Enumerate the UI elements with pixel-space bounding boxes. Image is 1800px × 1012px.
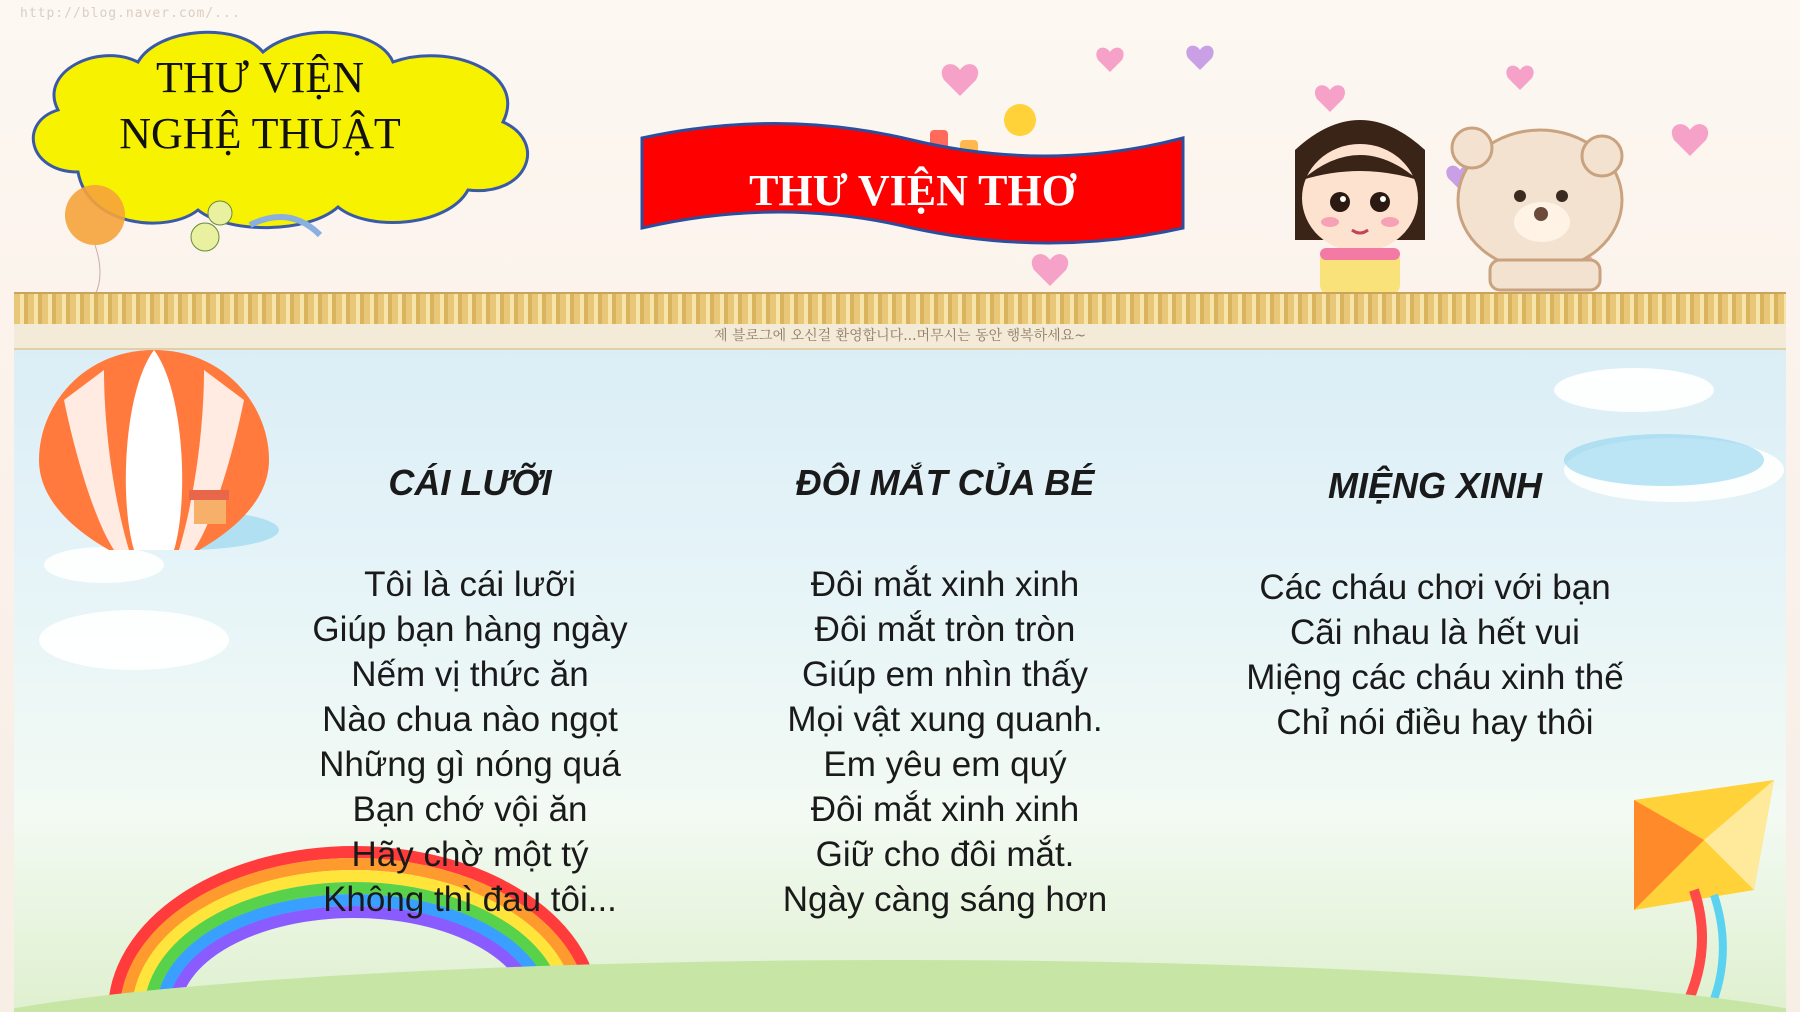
badge-line-2: NGHỆ THUẬT <box>119 109 401 158</box>
kite <box>1634 780 1774 1012</box>
poem-line: Ngày càng sáng hơn <box>782 880 1108 919</box>
poem-lines <box>260 562 680 922</box>
poem-line: Giúp bạn hàng ngày <box>312 610 628 649</box>
url-watermark: http://blog.naver.com/... <box>20 6 241 21</box>
poem-line: Giúp em nhìn thấy <box>802 655 1088 694</box>
poem-line: Em yêu em quý <box>823 745 1067 784</box>
poem-title: ĐÔI MẮT CỦA BÉ <box>795 462 1095 503</box>
poem-line: Hãy chờ một tý <box>351 835 589 874</box>
poem-line: Tôi là cái lưỡi <box>364 565 576 604</box>
poem-line: Các cháu chơi với bạn <box>1259 568 1611 607</box>
ribbon-title: THƯ VIỆN THƠ <box>749 166 1076 215</box>
balloons-decoration <box>40 185 340 295</box>
poem-line: Cãi nhau là hết vui <box>1290 613 1580 652</box>
badge-title <box>70 50 450 162</box>
girl-and-teddy-bear-illustration <box>1250 110 1630 295</box>
poem-title: MIỆNG XINH <box>1327 465 1542 506</box>
poem-cai-luoi <box>260 462 680 922</box>
badge-line-1: THƯ VIỆN <box>155 53 365 102</box>
welcome-band: 제 블로그에 오신걸 환영합니다...머무시는 동안 행복하세요~ <box>14 324 1786 350</box>
poem-line: Đôi mắt xinh xinh <box>810 790 1080 829</box>
poem-doi-mat-cua-be <box>735 462 1155 922</box>
poem-mieng-xinh <box>1210 465 1660 745</box>
lace-border <box>14 292 1786 326</box>
poem-line: Đôi mắt tròn tròn <box>814 610 1076 649</box>
poem-line: Đôi mắt xinh xinh <box>810 565 1080 604</box>
poem-line: Không thì đau tôi... <box>323 880 617 919</box>
poem-line: Những gì nóng quá <box>319 745 621 784</box>
poem-line: Nếm vị thức ăn <box>351 655 589 694</box>
poem-line: Miệng các cháu xinh thế <box>1246 658 1624 697</box>
poem-line: Chỉ nói điều hay thôi <box>1276 703 1594 742</box>
poem-line: Nào chua nào ngọt <box>322 700 618 739</box>
poem-line: Bạn chớ vội ăn <box>352 790 588 829</box>
poem-lines <box>1210 565 1660 745</box>
hot-air-balloon <box>39 350 269 550</box>
poem-line: Mọi vật xung quanh. <box>787 700 1103 739</box>
poem-line: Giữ cho đôi mắt. <box>815 835 1075 874</box>
poem-title: CÁI LƯỠI <box>388 462 552 503</box>
poem-lines <box>735 562 1155 922</box>
